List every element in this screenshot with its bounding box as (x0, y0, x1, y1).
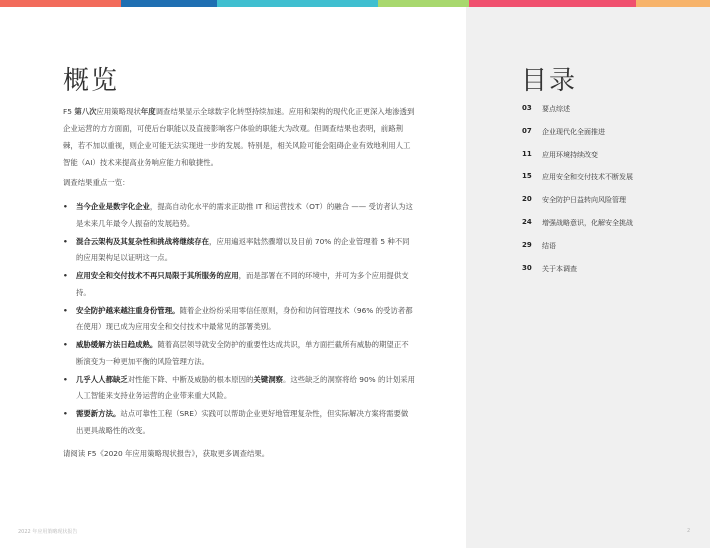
intro-paragraph (63, 103, 415, 171)
intro-bold: 年度 (140, 107, 156, 116)
intro-text: F5 (63, 107, 75, 116)
toc-page-number: 24 (522, 217, 532, 226)
toc-item[interactable] (522, 264, 633, 287)
toc-item-label: 应用环境持续改变 (542, 150, 598, 159)
toc-item-label: 要点综述 (542, 105, 570, 113)
list-item: • 威胁缓解方法日趋成熟。随着高层领导就安全防护的重要性达成共识，单方面拦截所有威胁的期望正不断演变为一种更加平衡的风险管理方法。 (63, 340, 409, 366)
toc-item[interactable] (522, 218, 633, 241)
toc-page-number: 30 (522, 263, 532, 272)
toc-page-number: 29 (522, 240, 532, 249)
list-item: • 混合云架构及其复杂性和挑战将继续存在，应用遍返率陆然骤增以及目前 70% 的企业管理着 5 种不同的应用架构足以证明这一点。 (63, 236, 410, 262)
toc-item[interactable] (522, 241, 633, 264)
toc-item-label: 增强战略意识，化解安全挑战 (542, 218, 633, 227)
page-number: 2 (687, 528, 691, 534)
table-of-contents (522, 104, 633, 286)
list-item: • 当今企业是数字化企业，提高自动化水平的需求正助推 IT 和运营技术（OT）的融合 —— 受访者认为这是未来几年最令人振奋的发展趋势。 (63, 202, 413, 228)
closing-note: 请阅读 F5《2020 年应用策略现状报告》，获取更多调查结果。 (63, 449, 270, 458)
toc-item[interactable] (522, 172, 633, 195)
findings-list (63, 199, 415, 441)
top-color-bar (0, 0, 710, 7)
toc-item[interactable] (522, 104, 633, 127)
toc-page-number: 20 (522, 195, 532, 204)
toc-item-label: 安全防护日益转向风险管理 (542, 196, 626, 205)
toc-title: 目录 (521, 66, 578, 96)
footer-text: 2022 年应用策略现状报告 (18, 529, 78, 535)
toc-page-number: 11 (522, 149, 532, 158)
findings-subheading: 调查结果重点一览： (63, 178, 130, 187)
toc-item-label: 关于本调查 (542, 264, 577, 273)
list-item: • 需要新方法。站点可靠性工程（SRE）实践可以帮助企业更好地管理复杂性，但实际解决方案将需要做出更具战略性的改变。 (63, 409, 409, 435)
toc-item-label: 结语 (542, 241, 556, 250)
toc-item-label: 应用安全和交付技术不断发展 (542, 173, 633, 182)
color-segment (121, 0, 217, 7)
toc-item-label: 企业现代化全面推进 (542, 127, 605, 136)
intro-text: 应用策略现状 (96, 107, 141, 116)
intro-text: 调查结果显示全球数字化转型持续加速。应用和架构的现代化正更深入地渗透到企业运营的方方面面，可使后台职能以及直接影响客户体验的职能大为改观。但调查结果也表明，前路荆棘，若不加以重视，则企业可能无法实现进一步的发展。特别是，相关风险可能会阻碍企业有效地利用人工智能（AI）技术来提高业务响应能力和敏捷性。 (63, 107, 415, 167)
intro-bold: 第八次 (74, 107, 97, 116)
color-segment (469, 0, 636, 7)
color-segment (636, 0, 710, 7)
toc-item[interactable] (522, 127, 633, 150)
page-title: 概览 (63, 66, 120, 96)
color-segment (217, 0, 378, 7)
toc-item[interactable] (522, 195, 633, 218)
list-item: • 几乎人人都缺乏对性能下降、中断及威胁的根本原因的关键洞察。这些缺乏的洞察将给 90% 的计划采用人工智能来支持业务运营的企业带来重大风险。 (63, 374, 415, 400)
list-item: • 应用安全和交付技术不再只局限于其所服务的应用，而是部署在不同的环境中，并可为多个应用提供支持。 (63, 271, 409, 297)
color-segment (378, 0, 469, 7)
toc-page-number: 07 (522, 126, 532, 135)
toc-item[interactable] (522, 150, 633, 173)
toc-page-number: 03 (522, 104, 532, 112)
toc-page-number: 15 (522, 172, 532, 181)
color-segment (0, 0, 121, 7)
list-item: • 安全防护越来越注重身份管理。随着企业纷纷采用零信任原则，身份和访问管理技术（96% 的受访者都在使用）现已成为应用安全和交付技术中最常见的部署类别。 (63, 305, 413, 331)
